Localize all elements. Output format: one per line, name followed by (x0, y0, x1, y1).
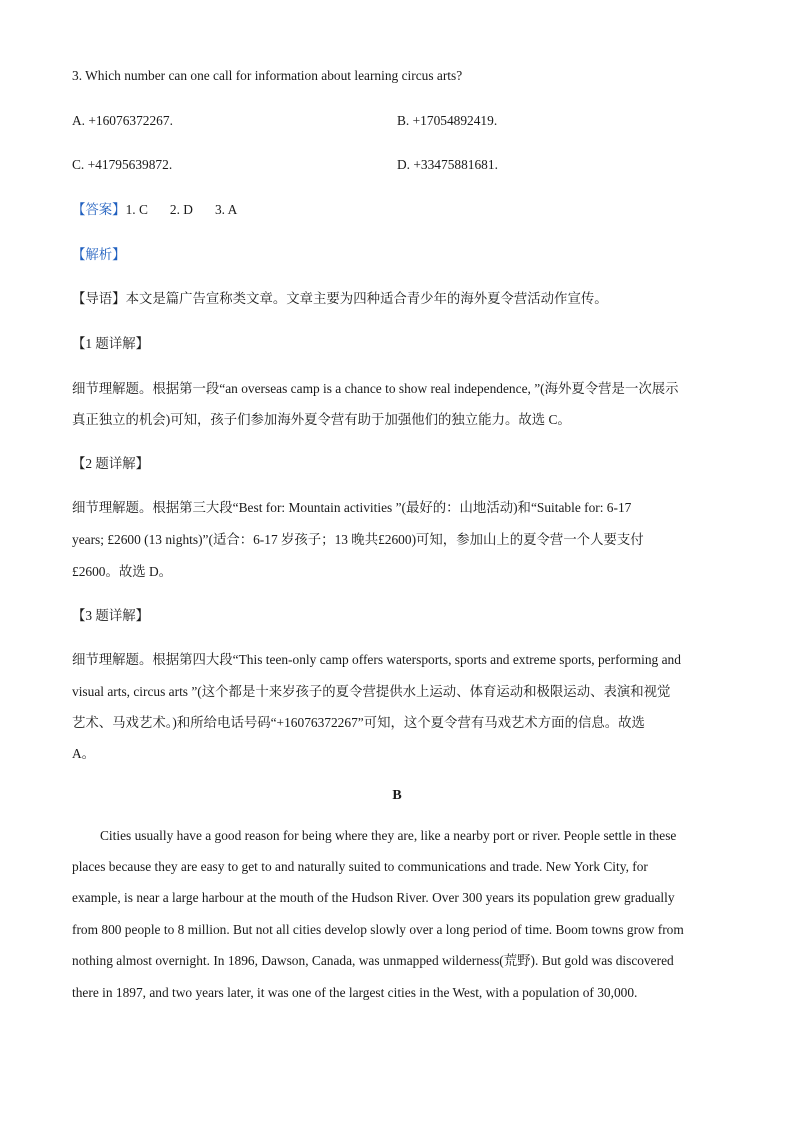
section-b-title: B (392, 788, 402, 803)
detail-3-heading: 【3 题详解】 (72, 608, 149, 623)
detail-2-heading: 【2 题详解】 (72, 456, 149, 471)
answer-item-2: 2. D (169, 202, 193, 217)
detail-3-line: visual arts, circus arts ”(这个都是十来岁孩子的夏令营提供水上运动、体育运动和极限运动、表演和视觉 (72, 684, 671, 699)
detail-2-line: 细节理解题。根据第三大段“Best for: Mountain activities ”(最好的：山地活动)和“Suitable for: 6-17 (72, 500, 632, 515)
detail-1-line: 细节理解题。根据第一段“an overseas camp is a chance to show real independence, ”(海外夏令营是一次展示 (72, 381, 679, 396)
detail-2-line: years; £2600 (13 nights)”(适合：6-17 岁孩子；13 晚共£2600)可知，参加山上的夏令营一个人要支付 (72, 532, 644, 547)
section-b-line: there in 1897, and two years later, it was one of the largest cities in the West, with a population of 30,000. (72, 985, 638, 1000)
detail-1-line: 真正独立的机会)可知，孩子们参加海外夏令营有助于加强他们的独立能力。故选 C。 (72, 412, 571, 427)
detail-3-line: 细节理解题。根据第四大段“This teen-only camp offers watersports, sports and extreme sports, performing and (72, 652, 681, 667)
detail-2-line: £2600。故选 D。 (72, 564, 173, 579)
guide-text: 本文是篇广告宣称类文章。文章主要为四种适合青少年的海外夏令营活动作宣传。 (125, 291, 608, 306)
question-3-stem: 3. Which number can one call for information about learning circus arts? (72, 68, 463, 83)
option-b: B. +17054892419. (397, 113, 498, 128)
section-b-line: places because they are easy to get to and naturally suited to communications and trade. New York City, for (72, 859, 648, 874)
option-d: D. +33475881681. (397, 157, 498, 172)
detail-1-heading: 【1 题详解】 (72, 336, 149, 351)
answer-item-3: 3. A (214, 202, 238, 217)
section-b-line: example, is near a large harbour at the mouth of the Hudson River. Over 300 years its population grew gradually (72, 890, 675, 905)
detail-3-line: A。 (72, 746, 96, 761)
option-c: C. +41795639872. (72, 157, 173, 172)
answer-row (72, 201, 259, 219)
section-b-line: Cities usually have a good reason for being where they are, like a nearby port or river. People settle in these (100, 828, 677, 843)
detail-3-line: 艺术、马戏艺术。)和所给电话号码“+16076372267”可知，这个夏令营有马戏艺术方面的信息。故选 (72, 715, 645, 730)
analysis-tag: 【解析】 (72, 247, 126, 262)
option-a: A. +16076372267. (72, 113, 173, 128)
answer-item-1: 1. C (125, 202, 148, 217)
section-b-line: from 800 people to 8 million. But not all cities develop slowly over a long period of time. Boom towns grow from (72, 922, 684, 937)
guide-row (72, 290, 608, 308)
section-b-line: nothing almost overnight. In 1896, Dawson, Canada, was unmapped wilderness(荒野). But gold was discovered (72, 953, 674, 968)
guide-tag: 【导语】 (72, 291, 126, 306)
answer-tag: 【答案】 (72, 202, 126, 217)
